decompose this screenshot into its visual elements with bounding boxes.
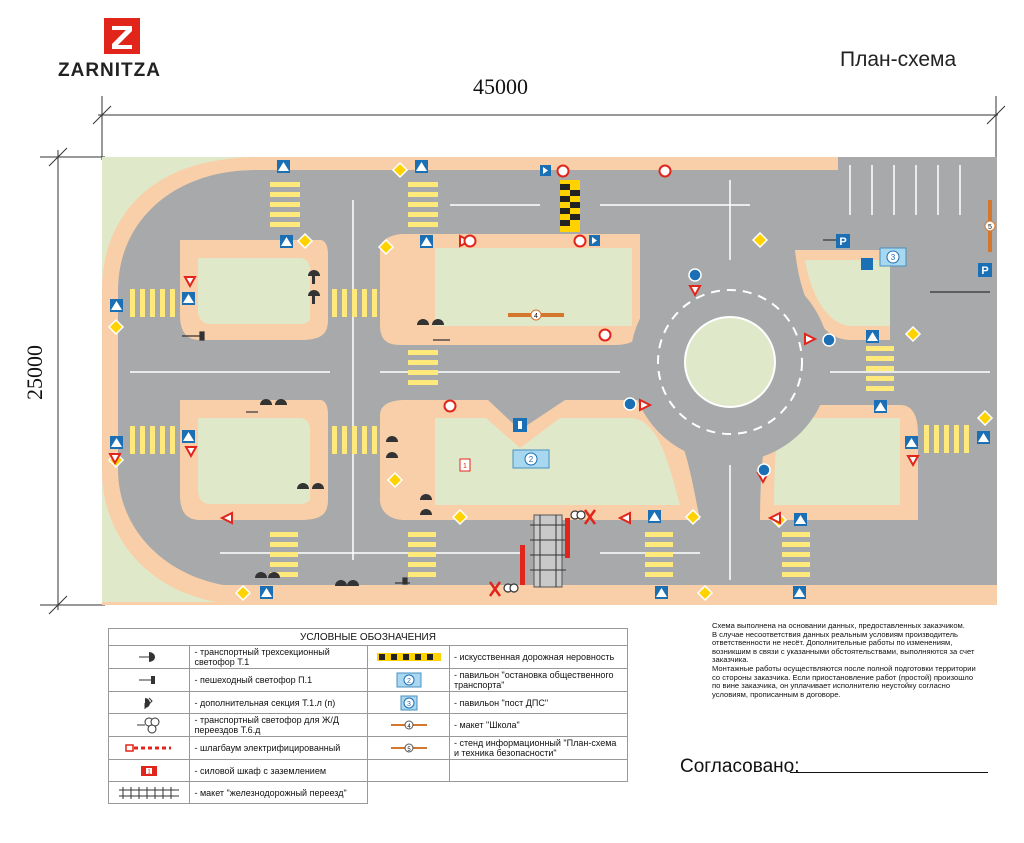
legend-item-railway-light: - транспортный светофор для Ж/Д переездов Т.6.д — [190, 714, 368, 737]
speed-bump — [560, 180, 580, 232]
legend-item-speed-bump: - искусственная дорожная неровность — [449, 646, 627, 669]
bus-stop-icon — [396, 672, 422, 688]
dps-number: 3 — [890, 253, 896, 262]
pedestrian-light-icon — [137, 674, 161, 686]
legend-symbol-empty — [368, 782, 449, 804]
power-cabinet-icon — [139, 765, 159, 777]
legend-item-barrier: - шлагбаум электрифицированный — [190, 737, 368, 760]
brand-name: ZARNITZA — [58, 60, 161, 81]
svg-text:P: P — [981, 265, 989, 277]
dps-post-pavilion — [880, 248, 906, 266]
speed-bump-icon — [377, 653, 441, 661]
legend-symbol — [109, 737, 190, 760]
legend-item-school: - макет "Школа" — [449, 714, 627, 737]
power-cabinet — [460, 459, 470, 471]
legend-item-additional-section: - дополнительная секция Т.1.л (п) — [190, 692, 368, 714]
bus-stop-number: 2 — [528, 455, 534, 464]
legend-item-traffic-light: - транспортный трехсекционный светофор Т.1 — [190, 646, 368, 669]
legend-item-info-stand: - стенд информационный "План-схема и техника безопасности" — [449, 737, 627, 760]
additional-section-icon — [137, 696, 161, 710]
legend-symbol — [368, 646, 449, 669]
legend-item-dps-post: - павильон "пост ДПС" — [449, 692, 627, 714]
legend-symbol — [109, 760, 190, 782]
roundabout — [630, 262, 830, 462]
legend-symbol — [109, 692, 190, 714]
legend-symbol — [109, 782, 190, 804]
parking-sign-icon — [978, 263, 992, 277]
dimension-width: 45000 — [473, 74, 528, 99]
legend-symbol — [109, 669, 190, 692]
legend-symbol — [109, 646, 190, 669]
legend-item-power-cabinet: - силовой шкаф с заземлением — [190, 760, 368, 782]
legend-item-empty — [449, 760, 627, 782]
legend-symbol — [368, 737, 449, 760]
bus-stop-pavilion — [513, 450, 549, 468]
school-model-icon — [389, 720, 429, 730]
cabinet-number: 1 — [463, 463, 467, 470]
disclaimer-line: Схема выполнена на основании данных, предоставленных заказчиком. — [712, 621, 965, 630]
info-stand-icon — [389, 743, 429, 753]
svg-text:2: 2 — [406, 678, 411, 685]
legend-symbol — [368, 714, 449, 737]
block-bottom-left — [180, 400, 328, 520]
block-top-middle — [380, 234, 640, 345]
legend-symbol — [109, 714, 190, 737]
svg-text:4: 4 — [407, 724, 411, 730]
disclaimer-line: В случае несоответствия данных реальным условиям производитель ответственности не несёт. Дополнительные работы по изменениям, возникшим в связи с указанными обстоятельствами, выполняются за счет заказчика. — [712, 629, 975, 665]
legend-header: УСЛОВНЫЕ ОБОЗНАЧЕНИЯ — [109, 629, 628, 646]
legend-table — [108, 628, 628, 804]
block-top-left — [180, 240, 328, 340]
svg-text:5: 5 — [407, 747, 411, 753]
legend-symbol — [368, 692, 449, 714]
school-number: 4 — [534, 313, 538, 320]
dps-post-icon — [400, 695, 418, 711]
svg-text:P: P — [839, 236, 847, 248]
approval-signature-line[interactable] — [790, 772, 988, 773]
svg-text:3: 3 — [406, 700, 411, 708]
barrier-icon — [125, 743, 173, 753]
disclaimer-text — [712, 622, 977, 699]
traffic-light-t1-icon — [137, 651, 161, 663]
legend-item-pedestrian-light: - пешеходный светофор П.1 — [190, 669, 368, 692]
railway-traffic-light-icon — [135, 716, 163, 734]
legend-symbol-empty — [368, 760, 449, 782]
railway-crossing-model-icon — [117, 787, 181, 799]
approval-label: Согласовано: — [680, 756, 800, 777]
legend-item-empty — [449, 782, 627, 804]
parking-sign-icon — [836, 234, 850, 248]
disclaimer-line: Монтажные работы осуществляются после полной подготовки территории со стороны заказчика. Если приостановление работ (простой) произошло по вине заказчика, он уплачивает исполнителю неустойку согласно условиям, прописанным в договоре. — [712, 663, 976, 699]
legend-item-bus-stop: - павильон "остановка общественного транспорта" — [449, 669, 627, 692]
stand-number: 5 — [988, 224, 992, 231]
svg-text:1: 1 — [147, 769, 151, 775]
plan-title: План-схема — [840, 48, 957, 71]
legend-symbol — [368, 669, 449, 692]
legend-item-railway-model: - макет "железнодорожный переезд" — [190, 782, 368, 804]
dimension-height: 25000 — [22, 345, 47, 400]
